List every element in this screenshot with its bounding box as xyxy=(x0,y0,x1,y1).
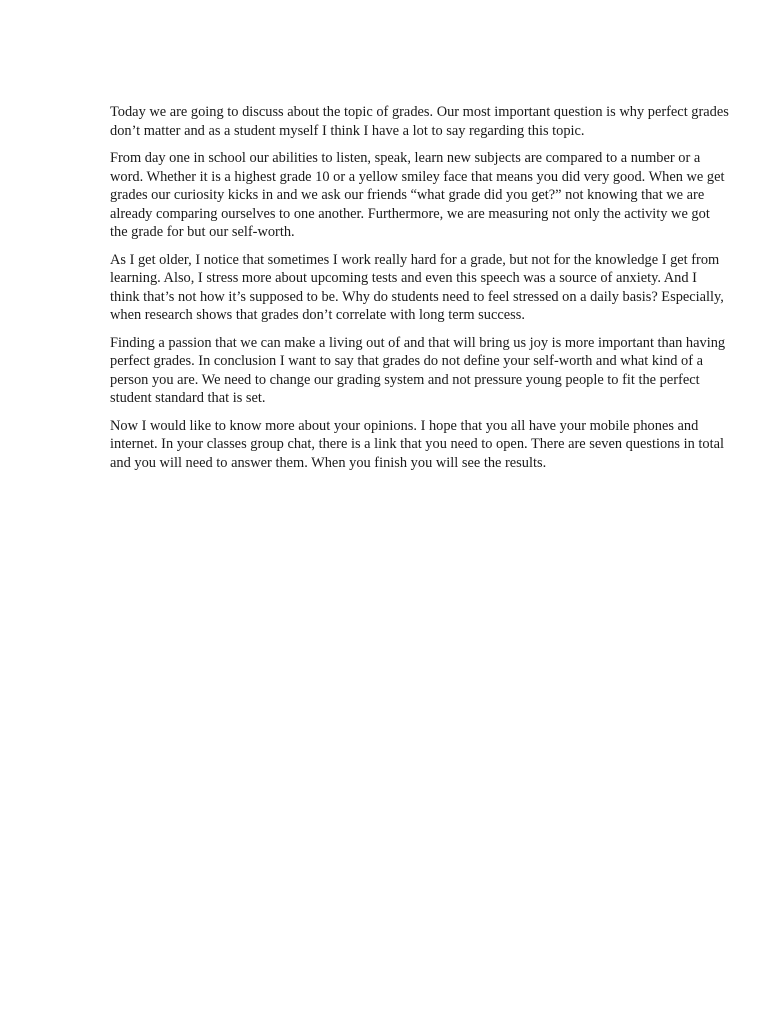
paragraph-intro: Today we are going to discuss about the topic of grades. Our most important question is why perfect grades don’t matter and as a student myself I think I have a lot to say regarding this topic. xyxy=(110,104,729,139)
paragraph-survey: Now I would like to know more about your opinions. I hope that you all have your mobile phones and internet. In your classes group chat, there is a link that you need to open. There are seven questions in total and you will need to answer them. When you finish you will see the results. xyxy=(110,417,724,471)
paragraph-grades-comparison: From day one in school our abilities to listen, speak, learn new subjects are compared to a number or a word. Whether it is a highest grade 10 or a yellow smiley face that means you did very good. When we get grades our curiosity kicks in and we ask our friends “what grade did you get?” not knowing that we are already comparing ourselves to one another. Furthermore, we are measuring not only the activity we got the grade for but our self-worth. xyxy=(110,150,725,240)
document-body xyxy=(110,103,730,481)
paragraph-personal-experience: As I get older, I notice that sometimes I work really hard for a grade, but not for the knowledge I get from learning. Also, I stress more about upcoming tests and even this speech was a source of anxiety. And I think that’s not how it’s supposed to be. Why do students need to feel stressed on a daily basis? Especially, when research shows that grades don’t correlate with long term success. xyxy=(110,251,724,323)
paragraph-conclusion: Finding a passion that we can make a living out of and that will bring us joy is more important than having perfect grades. In conclusion I want to say that grades do not define your self-worth and what kind of a person you are. We need to change our grading system and not pressure young people to fit the perfect student standard that is set. xyxy=(110,334,726,406)
